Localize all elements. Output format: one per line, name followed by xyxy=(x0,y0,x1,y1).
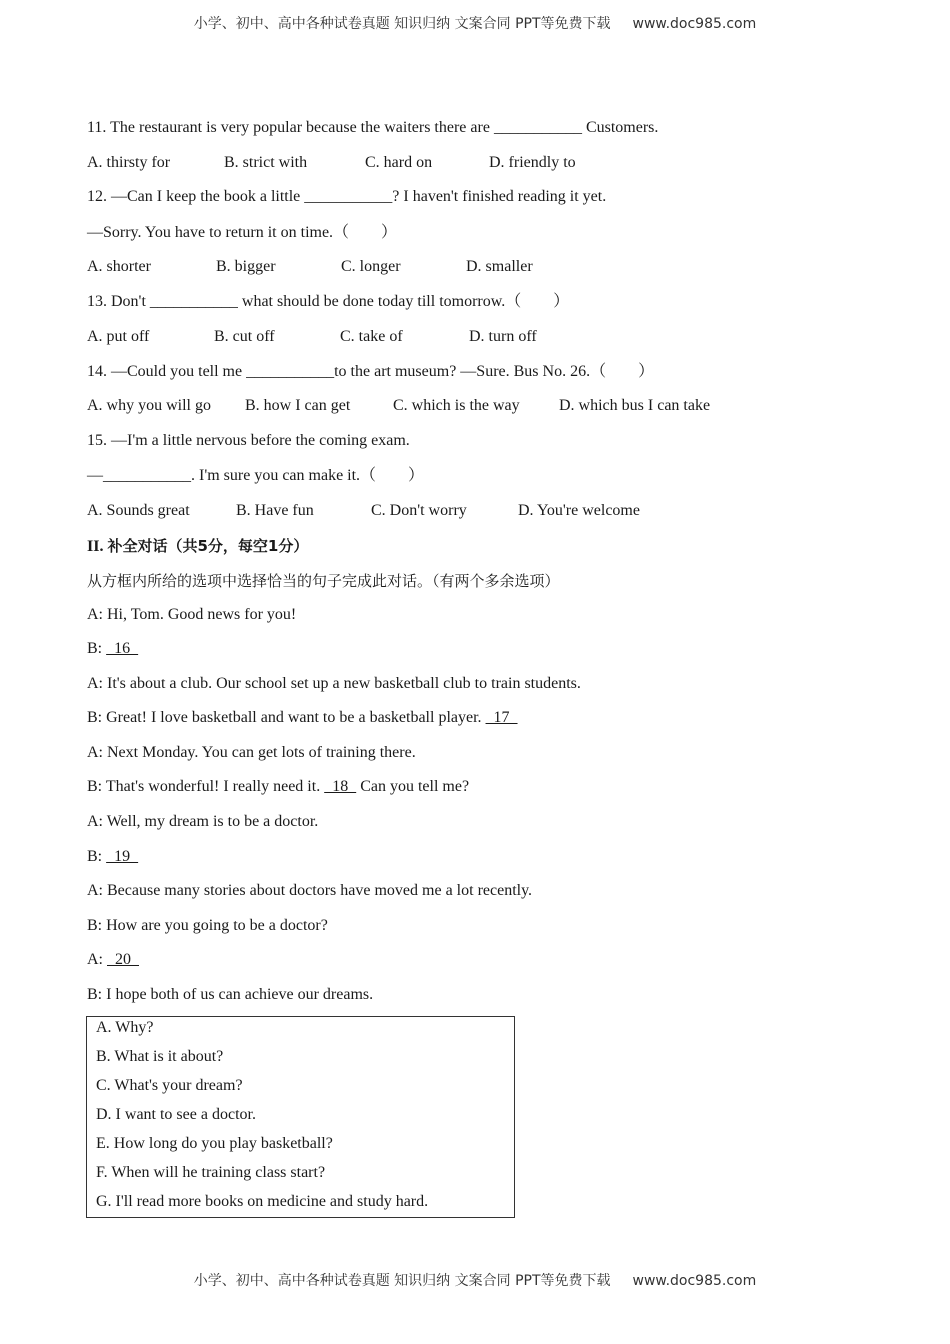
footer-site: www.doc985.com xyxy=(632,1273,757,1289)
q13-option-a: A. put off xyxy=(87,328,150,345)
q11-options xyxy=(87,153,787,173)
header-text: 小学、初中、高中各种试卷真题 知识归纳 文案合同 PPT等免费下载 xyxy=(193,16,611,32)
blank-16: 16 xyxy=(106,640,139,657)
q15-option-b: B. Have fun xyxy=(236,502,314,519)
choice-d: D. I want to see a doctor. xyxy=(96,1106,256,1123)
q15-option-a: A. Sounds great xyxy=(87,502,190,519)
choice-f: F. When will he training class start? xyxy=(96,1164,326,1181)
q12-stem-1: 12. —Can I keep the book a little ___________? I haven't finished reading it yet. xyxy=(87,188,607,205)
dialogue-line-12: B: I hope both of us can achieve our dreams. xyxy=(87,986,374,1003)
section-2-instruction: 从方框内所给的选项中选择恰当的句子完成此对话。（有两个多余选项） xyxy=(87,572,560,590)
dialogue-line-1: A: Hi, Tom. Good news for you! xyxy=(87,606,297,623)
q11-stem: 11. The restaurant is very popular because the waiters there are ___________ Customers. xyxy=(87,119,659,136)
q13-option-c: C. take of xyxy=(340,328,403,345)
section-2-title xyxy=(87,536,308,557)
dialogue-line-7: A: Well, my dream is to be a doctor. xyxy=(87,813,319,830)
section-2-number: II. xyxy=(87,538,108,555)
header-site: www.doc985.com xyxy=(632,16,757,32)
dialogue-text-after: Can you tell me? xyxy=(356,778,470,795)
q14-options xyxy=(87,396,787,416)
q12-options xyxy=(87,257,787,277)
q14-option-c: C. which is the way xyxy=(393,397,520,414)
speaker-label: B: xyxy=(87,848,107,865)
q13-options xyxy=(87,327,787,347)
choice-b: B. What is it about? xyxy=(96,1048,224,1065)
q12-option-a: A. shorter xyxy=(87,258,151,275)
dialogue-line-8 xyxy=(87,847,138,867)
q15-options xyxy=(87,501,787,521)
speaker-label: A: xyxy=(87,951,107,968)
q15-option-d: D. You're welcome xyxy=(518,502,640,519)
blank-20: 20 xyxy=(107,951,139,968)
q14-option-d: D. which bus I can take xyxy=(559,397,711,414)
q14-option-a: A. why you will go xyxy=(87,397,211,414)
dialogue-line-10: B: How are you going to be a doctor? xyxy=(87,917,328,934)
section-2-title-cn: 补全对话（共5分，每空1分） xyxy=(107,537,309,555)
q12-option-b: B. bigger xyxy=(216,258,276,275)
dialogue-line-6 xyxy=(87,777,469,797)
q13-stem: 13. Don't ___________ what should be done today till tomorrow.（ ） xyxy=(87,293,570,310)
blank-18: 18 xyxy=(324,778,357,795)
q14-stem: 14. —Could you tell me ___________to the art museum? —Sure. Bus No. 26.（ ） xyxy=(87,363,655,380)
choice-g: G. I'll read more books on medicine and study hard. xyxy=(96,1193,429,1210)
q13-option-b: B. cut off xyxy=(214,328,275,345)
choice-c: C. What's your dream? xyxy=(96,1077,243,1094)
q12-option-d: D. smaller xyxy=(466,258,533,275)
speaker-label: B: xyxy=(87,640,107,657)
blank-17: 17 xyxy=(485,709,518,726)
dialogue-line-4 xyxy=(87,708,518,728)
choice-a: A. Why? xyxy=(96,1019,154,1036)
dialogue-line-11 xyxy=(87,950,139,970)
q11-option-d: D. friendly to xyxy=(489,154,576,171)
q15-stem-1: 15. —I'm a little nervous before the coming exam. xyxy=(87,432,410,449)
q15-stem-2: —___________. I'm sure you can make it.（ ） xyxy=(87,467,425,484)
choice-e: E. How long do you play basketball? xyxy=(96,1135,333,1152)
q11-option-c: C. hard on xyxy=(365,154,433,171)
blank-19: 19 xyxy=(106,848,139,865)
q11-option-b: B. strict with xyxy=(224,154,308,171)
page-footer xyxy=(0,1270,950,1290)
dialogue-text: B: Great! I love basketball and want to be a basketball player. xyxy=(87,709,486,726)
footer-text: 小学、初中、高中各种试卷真题 知识归纳 文案合同 PPT等免费下载 xyxy=(193,1273,611,1289)
dialogue-text: B: That's wonderful! I really need it. xyxy=(87,778,325,795)
q12-stem-2: —Sorry. You have to return it on time.（ ） xyxy=(87,224,398,241)
dialogue-line-5: A: Next Monday. You can get lots of training there. xyxy=(87,744,416,761)
page-header xyxy=(0,13,950,33)
dialogue-line-2 xyxy=(87,639,138,659)
q14-option-b: B. how I can get xyxy=(245,397,351,414)
dialogue-line-3: A: It's about a club. Our school set up a new basketball club to train students. xyxy=(87,675,581,692)
q13-option-d: D. turn off xyxy=(469,328,537,345)
q12-option-c: C. longer xyxy=(341,258,401,275)
choices-box xyxy=(86,1016,515,1218)
dialogue-line-9: A: Because many stories about doctors have moved me a lot recently. xyxy=(87,882,533,899)
q15-option-c: C. Don't worry xyxy=(371,502,467,519)
q11-option-a: A. thirsty for xyxy=(87,154,171,171)
